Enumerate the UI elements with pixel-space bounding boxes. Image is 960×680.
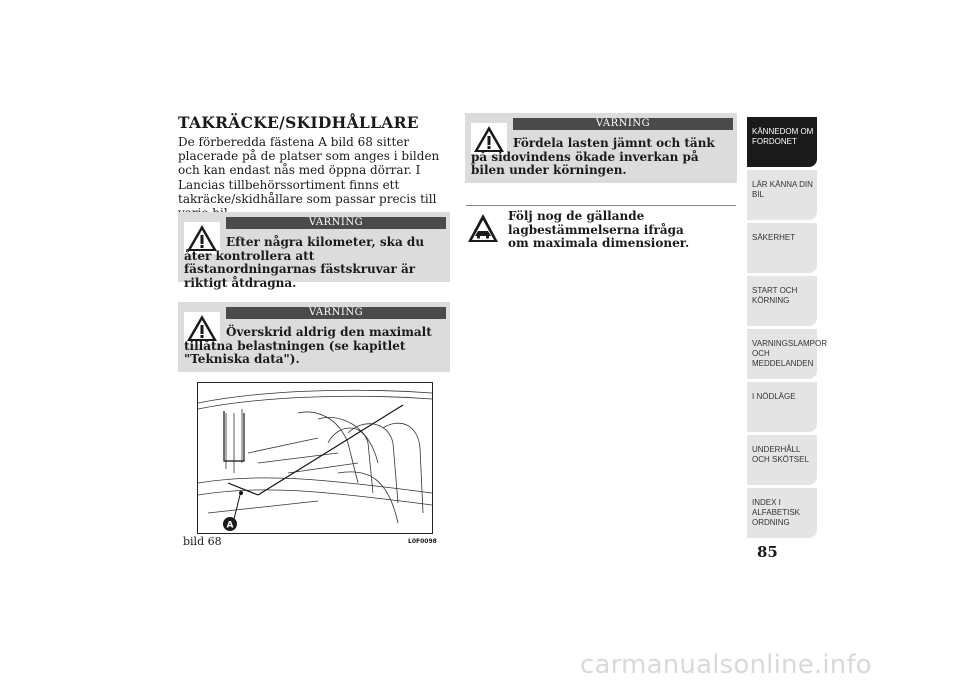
warning-text-lead: Efter några kilometer, ska du åter kontrollera att fästanordningarnas bbox=[184, 235, 425, 276]
tab-start-och-korning[interactable]: START OCH KÖRNING bbox=[747, 276, 817, 326]
figure-marker: A bbox=[226, 520, 234, 531]
warning-text-rest: fästskruvar är riktigt åtdragna. bbox=[184, 262, 416, 290]
watermark: carmanualsonline.info bbox=[580, 650, 872, 680]
warning-text bbox=[184, 326, 446, 367]
tab-i-nodlage[interactable]: I NÖDLÄGE bbox=[747, 382, 817, 432]
warning-box-2 bbox=[178, 302, 450, 372]
tab-underhall-och-skotsel[interactable]: UNDERHÅLL OCH SKÖTSEL bbox=[747, 435, 817, 485]
road-car-icon bbox=[466, 212, 500, 246]
tab-lar-kanna-din-bil[interactable]: LÄR KÄNNA DIN BIL bbox=[747, 170, 817, 220]
note-text: Följ nog de gällande lagbestämmelserna ifråga om maximala dimensioner. bbox=[508, 209, 690, 250]
tab-kannedom-om-fordonet[interactable]: KÄNNEDOM OM FORDONET bbox=[747, 117, 817, 167]
section-title: TAKRÄCKE/SKIDHÅLLARE bbox=[178, 113, 419, 132]
warning-box-1 bbox=[178, 212, 450, 290]
car-interior-illustration bbox=[198, 383, 432, 533]
warning-box-3 bbox=[465, 113, 737, 183]
warning-text bbox=[471, 137, 733, 178]
warning-label: VARNING bbox=[226, 307, 446, 319]
warning-text-rest: under körningen. bbox=[509, 163, 627, 177]
warning-text-rest: "Tekniska data"). bbox=[184, 352, 300, 366]
tab-varningslampor[interactable]: VARNINGSLAMPOR OCH MEDDELANDEN bbox=[747, 329, 817, 379]
tab-sakerhet[interactable]: SÄKERHET bbox=[747, 223, 817, 273]
figure-caption: bild 68 bbox=[183, 535, 222, 548]
warning-label: VARNING bbox=[226, 217, 446, 229]
warning-text bbox=[184, 236, 446, 290]
warning-text-lead: Överskrid aldrig den maximalt tillåtna belastningen (se kapitlet bbox=[184, 325, 432, 353]
figure-car-roof-mounts bbox=[197, 382, 433, 534]
note-dimensions bbox=[466, 210, 738, 250]
page-number: 85 bbox=[757, 543, 778, 561]
warning-text-lead: Fördela lasten jämnt och tänk på sidovindens ökade inverkan på bilen bbox=[471, 136, 715, 177]
section-divider bbox=[466, 205, 736, 206]
intro-paragraph: De förberedda fästena A bild 68 sitter placerade på de platser som anges i bilden och kan endast nås med öppna dörrar. I Lancias tillbehörssortiment finns ett takräcke/skidhållare som passar precis till bbox=[178, 135, 440, 206]
figure-code: L0F0098 bbox=[408, 538, 437, 545]
warning-label: VARNING bbox=[513, 118, 733, 130]
tab-index[interactable]: INDEX I ALFABETISK ORDNING bbox=[747, 488, 817, 538]
